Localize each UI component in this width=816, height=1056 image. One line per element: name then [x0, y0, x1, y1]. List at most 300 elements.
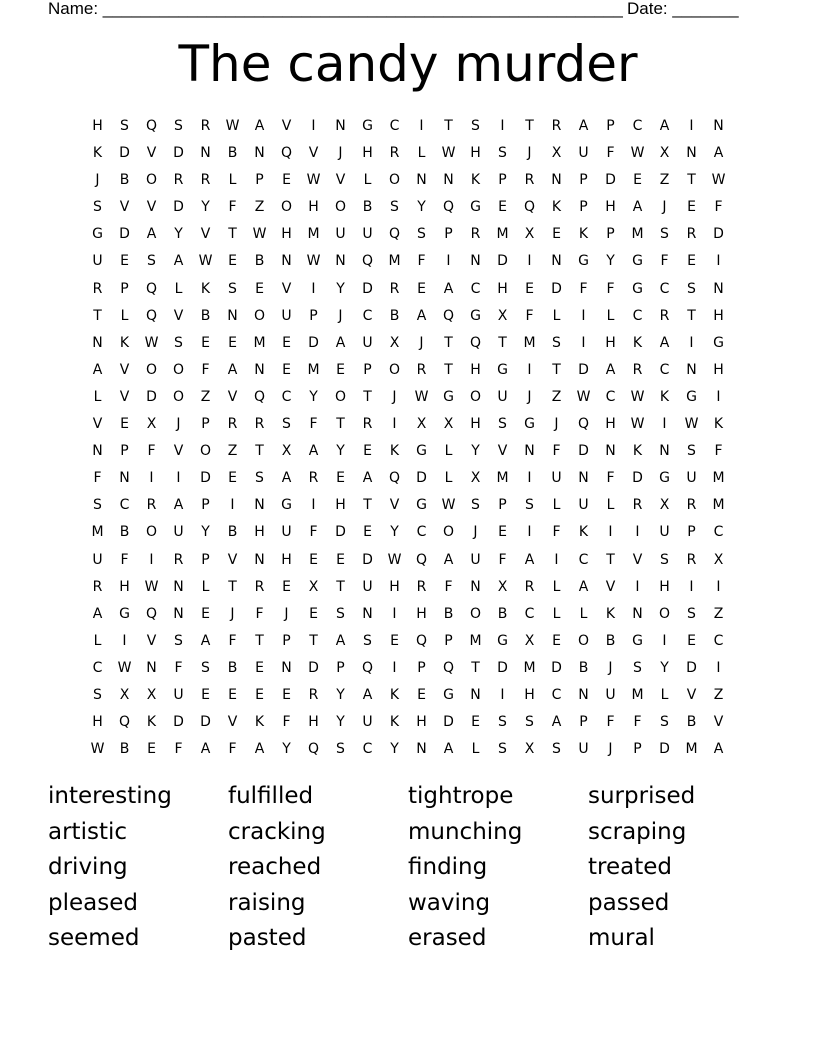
grid-letter: N [659, 443, 670, 460]
grid-letter: E [282, 172, 291, 189]
grid-row [84, 465, 732, 492]
grid-letter: E [201, 686, 210, 703]
word-item: munching [408, 818, 523, 845]
grid-letter: M [496, 470, 509, 487]
grid-letter: Q [415, 632, 428, 649]
grid-letter: N [686, 145, 697, 162]
grid-letter: A [659, 334, 670, 351]
grid-letter: F [93, 470, 102, 487]
grid-letter: A [362, 470, 373, 487]
grid-letter: O [388, 172, 401, 189]
grid-letter: S [93, 686, 102, 703]
grid-letter: D [335, 524, 346, 541]
grid-letter: K [389, 686, 400, 703]
grid-letter: N [470, 686, 481, 703]
grid-letter: N [281, 659, 292, 676]
grid-letter: Y [201, 199, 210, 216]
grid-letter: Q [145, 307, 158, 324]
grid-letter: E [282, 334, 291, 351]
grid-letter: B [227, 145, 238, 162]
grid-letter: W [684, 416, 699, 433]
grid-letter: F [552, 443, 561, 460]
grid-letter: O [145, 172, 158, 189]
grid-letter: L [417, 145, 426, 162]
grid-letter: I [527, 470, 532, 487]
grid-letter: O [469, 388, 482, 405]
grid-letter: A [659, 118, 670, 134]
grid-letter: F [606, 145, 615, 162]
grid-letter: L [120, 307, 129, 324]
grid-letter: H [254, 524, 265, 541]
grid-letter: N [254, 145, 265, 162]
grid-letter: P [120, 280, 129, 297]
grid-letter: J [95, 172, 100, 189]
grid-letter: R [389, 280, 400, 297]
grid-letter: T [471, 659, 480, 676]
grid-letter: W [630, 416, 645, 433]
grid-row [84, 547, 732, 574]
grid-letter: J [230, 605, 235, 622]
grid-letter: S [660, 226, 669, 243]
grid-letter: T [336, 578, 345, 595]
grid-letter: V [389, 497, 400, 514]
grid-letter: X [470, 470, 481, 487]
grid-letter: F [282, 714, 291, 731]
word-item: waving [408, 889, 491, 916]
grid-letter: B [227, 524, 238, 541]
grid-letter: R [632, 497, 643, 514]
grid-letter: S [417, 226, 426, 243]
grid-letter: Q [523, 199, 536, 216]
grid-letter: E [309, 551, 318, 568]
grid-letter: D [497, 253, 508, 270]
grid-letter: C [362, 307, 373, 324]
grid-letter: J [176, 416, 181, 433]
grid-letter: B [254, 253, 265, 270]
grid-letter: A [254, 741, 265, 758]
grid-letter: M [388, 253, 401, 270]
grid-letter: N [443, 172, 454, 189]
grid-row [84, 194, 732, 221]
grid-letter: A [227, 361, 238, 378]
grid-letter: M [523, 659, 536, 676]
grid-letter: Q [469, 334, 482, 351]
grid-letter: H [524, 686, 535, 703]
grid-letter: H [362, 145, 373, 162]
grid-letter: Q [388, 226, 401, 243]
grid-letter: J [608, 741, 613, 758]
grid-letter: L [606, 497, 615, 514]
grid-letter: X [524, 632, 535, 649]
grid-letter: J [392, 388, 397, 405]
word-item: interesting [48, 783, 172, 809]
grid-letter: A [416, 307, 427, 324]
grid-letter: B [389, 307, 400, 324]
grid-letter: Z [659, 172, 670, 189]
grid-letter: S [498, 714, 507, 731]
grid-letter: E [417, 686, 426, 703]
grid-letter: V [605, 578, 616, 595]
grid-letter: T [93, 307, 102, 324]
grid-letter: M [523, 334, 536, 351]
grid-letter: X [146, 686, 157, 703]
grid-letter: U [362, 714, 373, 731]
grid-letter: K [470, 172, 481, 189]
grid-letter: C [578, 551, 589, 568]
grid-letter: C [416, 524, 427, 541]
grid-letter: F [417, 253, 426, 270]
grid-letter: I [500, 118, 505, 134]
grid-letter: M [253, 334, 266, 351]
grid-row [84, 601, 732, 628]
grid-letter: V [227, 714, 238, 731]
word-item: tightrope [408, 783, 514, 809]
grid-letter: S [255, 470, 264, 487]
grid-letter: Q [442, 659, 455, 676]
grid-letter: G [92, 226, 103, 243]
grid-letter: X [281, 443, 292, 460]
grid-letter: D [416, 470, 427, 487]
grid-letter: T [444, 361, 453, 378]
grid-letter: Q [253, 388, 266, 405]
grid-letter: E [228, 334, 237, 351]
grid-letter: Y [336, 443, 345, 460]
grid-letter: N [92, 443, 103, 460]
grid-letter: Q [361, 253, 374, 270]
grid-letter: X [524, 226, 535, 243]
grid-letter: Y [390, 741, 399, 758]
grid-letter: E [201, 605, 210, 622]
grid-letter: I [581, 334, 586, 351]
grid-letter: F [228, 741, 237, 758]
grid-letter: N [470, 253, 481, 270]
grid-letter: L [363, 172, 372, 189]
grid-letter: S [336, 741, 345, 758]
grid-letter: N [200, 145, 211, 162]
grid-letter: A [713, 145, 724, 162]
grid-letter: T [255, 632, 264, 649]
grid-letter: E [687, 253, 696, 270]
grid-letter: C [551, 686, 562, 703]
grid-letter: R [416, 578, 427, 595]
grid-letter: R [146, 497, 157, 514]
grid-letter: E [228, 686, 237, 703]
grid-letter: H [713, 361, 724, 378]
grid-letter: I [635, 524, 640, 541]
grid-letter: K [389, 714, 400, 731]
grid-letter: O [388, 361, 401, 378]
grid-letter: T [363, 497, 372, 514]
grid-letter: Q [118, 714, 131, 731]
grid-letter: F [309, 416, 318, 433]
grid-row [84, 221, 732, 248]
grid-letter: N [416, 741, 427, 758]
grid-letter: E [633, 172, 642, 189]
grid-letter: E [120, 253, 129, 270]
grid-letter: A [335, 632, 346, 649]
grid-letter: H [605, 334, 616, 351]
grid-row [84, 276, 732, 303]
grid-letter: S [390, 199, 399, 216]
grid-letter: H [308, 714, 319, 731]
grid-letter: Q [361, 659, 374, 676]
grid-letter: I [527, 361, 532, 378]
grid-letter: H [605, 416, 616, 433]
word-item: cracking [228, 818, 326, 845]
grid-row [84, 628, 732, 655]
grid-letter: O [334, 388, 347, 405]
grid-letter: N [173, 578, 184, 595]
grid-letter: C [605, 388, 616, 405]
grid-letter: A [713, 741, 724, 758]
grid-letter: V [227, 551, 238, 568]
grid-letter: W [630, 388, 645, 405]
grid-letter: B [443, 605, 454, 622]
grid-letter: D [308, 334, 319, 351]
grid-row [84, 655, 732, 682]
grid-letter: T [552, 361, 561, 378]
grid-letter: V [632, 551, 643, 568]
grid-letter: H [119, 578, 130, 595]
grid-letter: G [632, 632, 643, 649]
grid-letter: W [117, 659, 132, 676]
grid-letter: I [446, 253, 451, 270]
grid-letter: Q [307, 741, 320, 758]
grid-letter: I [662, 416, 667, 433]
grid-letter: J [338, 307, 343, 324]
grid-letter: P [687, 524, 696, 541]
grid-letter: U [578, 145, 589, 162]
grid-letter: N [146, 659, 157, 676]
word-column [588, 779, 768, 957]
grid-letter: N [605, 443, 616, 460]
grid-letter: O [442, 524, 455, 541]
word-item: fulfilled [228, 783, 314, 809]
grid-letter: Q [415, 551, 428, 568]
grid-letter: Q [442, 199, 455, 216]
grid-letter: G [416, 497, 427, 514]
grid-letter: P [579, 199, 588, 216]
grid-letter: P [363, 361, 372, 378]
grid-letter: H [335, 497, 346, 514]
grid-letter: D [551, 659, 562, 676]
grid-letter: D [173, 199, 184, 216]
grid-letter: N [632, 605, 643, 622]
grid-letter: L [606, 307, 615, 324]
grid-letter: P [606, 118, 615, 134]
grid-letter: R [632, 361, 643, 378]
grid-letter: R [524, 578, 535, 595]
grid-letter: K [578, 524, 589, 541]
grid-letter: R [686, 551, 697, 568]
grid-letter: S [687, 443, 696, 460]
word-item: seemed [48, 925, 140, 952]
grid-letter: G [713, 334, 724, 351]
grid-letter: G [443, 686, 454, 703]
grid-letter: S [93, 497, 102, 514]
grid-letter: J [608, 659, 613, 676]
grid-letter: I [716, 388, 721, 405]
grid-letter: D [497, 659, 508, 676]
grid-letter: K [254, 714, 265, 731]
grid-letter: N [335, 118, 346, 134]
grid-letter: A [173, 253, 184, 270]
grid-letter: F [201, 361, 210, 378]
grid-letter: T [228, 226, 237, 243]
grid-letter: C [713, 524, 724, 541]
grid-letter: H [713, 307, 724, 324]
grid-letter: F [174, 659, 183, 676]
grid-letter: V [146, 199, 157, 216]
grid-letter: P [201, 497, 210, 514]
grid-letter: N [92, 334, 103, 351]
grid-letter: V [173, 443, 184, 460]
grid-letter: I [500, 686, 505, 703]
grid-letter: H [92, 118, 103, 134]
grid-letter: V [146, 145, 157, 162]
grid-letter: H [605, 199, 616, 216]
grid-letter: M [307, 361, 320, 378]
grid-letter: R [551, 118, 562, 134]
grid-letter: W [252, 226, 267, 243]
grid-letter: X [119, 686, 130, 703]
grid-letter: H [92, 714, 103, 731]
grid-letter: P [579, 172, 588, 189]
grid-letter: V [146, 632, 157, 649]
grid-letter: I [122, 632, 127, 649]
grid-letter: E [255, 659, 264, 676]
grid-letter: A [92, 361, 103, 378]
grid-letter: L [579, 605, 588, 622]
grid-letter: N [578, 470, 589, 487]
grid-letter: I [689, 578, 694, 595]
grid-letter: V [686, 686, 697, 703]
grid-letter: R [308, 686, 319, 703]
grid-letter: E [282, 578, 291, 595]
grid-letter: P [201, 416, 210, 433]
grid-letter: A [551, 714, 562, 731]
grid-letter: S [228, 280, 237, 297]
grid-letter: M [685, 741, 698, 758]
grid-letter: Z [227, 443, 238, 460]
grid-letter: E [201, 334, 210, 351]
grid-letter: K [632, 443, 643, 460]
grid-letter: G [632, 253, 643, 270]
grid-letter: I [716, 659, 721, 676]
grid-letter: A [173, 497, 184, 514]
grid-letter: N [713, 118, 724, 134]
grid-letter: S [174, 632, 183, 649]
grid-letter: U [173, 524, 184, 541]
grid-letter: F [633, 714, 642, 731]
grid-letter: J [554, 416, 559, 433]
grid-letter: Q [280, 145, 293, 162]
grid-letter: E [147, 741, 156, 758]
grid-letter: S [552, 334, 561, 351]
grid-letter: B [686, 714, 697, 731]
grid-letter: I [392, 659, 397, 676]
grid-letter: E [471, 714, 480, 731]
grid-row [84, 248, 732, 275]
grid-letter: D [578, 361, 589, 378]
grid-letter: U [686, 470, 697, 487]
grid-letter: R [200, 118, 211, 134]
grid-letter: W [306, 172, 321, 189]
grid-letter: A [308, 443, 319, 460]
grid-letter: T [309, 632, 318, 649]
grid-letter: D [173, 145, 184, 162]
grid-letter: C [389, 118, 400, 134]
grid-letter: V [227, 388, 238, 405]
grid-letter: B [119, 741, 130, 758]
grid-letter: Q [145, 605, 158, 622]
grid-letter: C [470, 280, 481, 297]
grid-letter: B [227, 659, 238, 676]
grid-letter: N [173, 605, 184, 622]
grid-letter: H [308, 199, 319, 216]
grid-letter: C [632, 118, 643, 134]
grid-letter: V [281, 118, 292, 134]
grid-letter: E [498, 524, 507, 541]
grid-letter: Y [201, 524, 210, 541]
grid-letter: R [92, 578, 103, 595]
grid-letter: S [687, 605, 696, 622]
grid-letter: C [713, 632, 724, 649]
grid-letter: Q [145, 280, 158, 297]
grid-letter: G [686, 388, 697, 405]
grid-letter: O [253, 307, 266, 324]
grid-letter: Z [551, 388, 562, 405]
grid-letter: I [392, 605, 397, 622]
grid-letter: L [444, 443, 453, 460]
grid-letter: N [524, 443, 535, 460]
word-column [48, 779, 228, 957]
grid-letter: N [254, 361, 265, 378]
grid-letter: X [659, 497, 670, 514]
grid-letter: L [552, 497, 561, 514]
grid-letter: Y [174, 226, 183, 243]
grid-letter: F [228, 632, 237, 649]
grid-letter: O [334, 199, 347, 216]
grid-letter: B [119, 172, 130, 189]
grid-letter: F [714, 199, 723, 216]
grid-letter: O [145, 361, 158, 378]
grid-letter: S [633, 659, 642, 676]
grid-letter: H [389, 578, 400, 595]
grid-letter: B [119, 524, 130, 541]
grid-letter: I [689, 334, 694, 351]
grid-letter: E [390, 632, 399, 649]
grid-letter: D [119, 226, 130, 243]
grid-letter: U [659, 524, 670, 541]
grid-letter: G [497, 632, 508, 649]
grid-letter: P [120, 443, 129, 460]
grid-letter: J [662, 199, 667, 216]
grid-letter: I [554, 551, 559, 568]
grid-letter: U [605, 686, 616, 703]
grid-letter: W [144, 334, 159, 351]
grid-letter: M [307, 226, 320, 243]
grid-letter: I [311, 280, 316, 297]
grid-letter: S [687, 280, 696, 297]
grid-letter: I [311, 118, 316, 134]
grid-letter: O [658, 605, 671, 622]
grid-letter: E [120, 416, 129, 433]
grid-letter: V [119, 388, 130, 405]
grid-letter: L [552, 578, 561, 595]
grid-letter: V [92, 416, 103, 433]
grid-letter: G [362, 118, 373, 134]
